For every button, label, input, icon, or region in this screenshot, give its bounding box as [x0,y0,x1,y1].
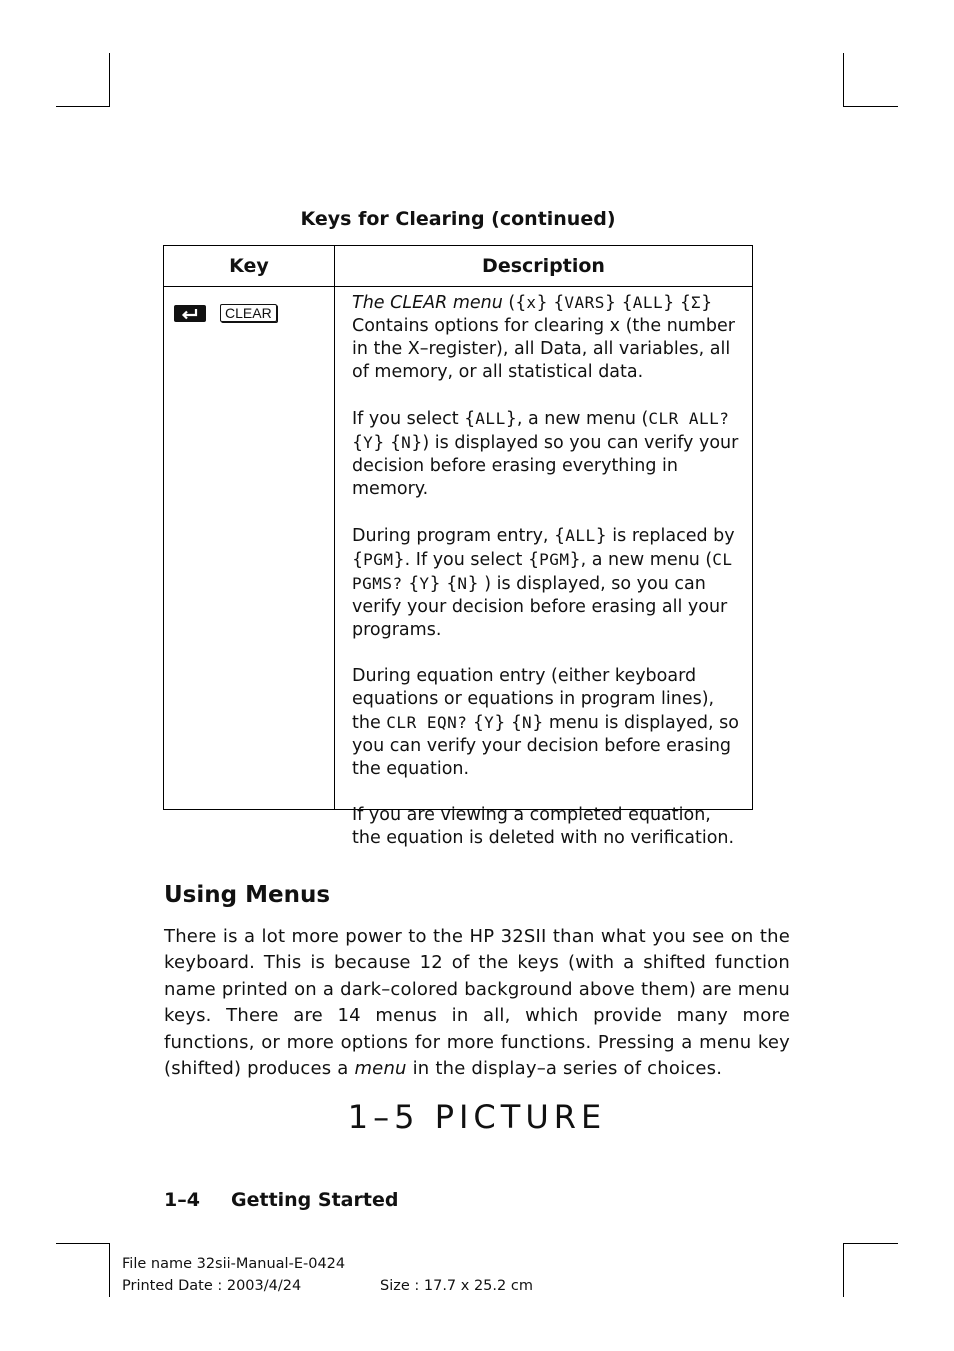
section-heading: Using Menus [164,882,331,908]
column-header-description: Description [482,255,605,277]
display-menu-text: Σ [690,293,702,312]
display-menu-text: CL PGMS? [352,550,733,593]
display-menu-text: N [401,433,412,452]
display-menu-text: N [457,574,468,593]
description-text: } ) is displayed, so you can verify your decision before erasing all your programs. [352,574,728,640]
key-sequence [174,304,277,322]
display-menu-text: Y [484,713,495,732]
crop-mark [843,53,844,107]
keys-table [163,245,753,848]
description-text: }, a new menu ( [505,409,649,429]
chapter-title: Getting Started [231,1189,399,1211]
emphasis-text: The CLEAR menu [352,293,503,313]
display-menu-text: CLR ALL? [648,409,730,428]
description-text: } { [429,574,458,594]
description-text: } { [373,433,402,453]
description-text: } { [536,293,565,313]
description-text: } is replaced by { [352,526,735,570]
display-menu-text: Y [363,433,374,452]
description-text: ({ [502,293,527,313]
description-text: } { [604,293,633,313]
column-divider [334,246,335,809]
description-text: } { [494,713,523,733]
display-menu-text: ALL [565,526,596,545]
description-paragraph [352,665,744,781]
display-menu-text: PGM [539,550,570,569]
description-text: } { [663,293,691,313]
page-footer [164,1189,398,1211]
description-text: If you are viewing a completed equation, the equation is deleted with no verification. [352,805,735,848]
display-menu-text: VARS [564,293,605,312]
clear-key: CLEAR [220,304,277,322]
crop-mark [56,106,110,107]
picture-placeholder-label: 1–5 PICTURE [347,1098,607,1136]
display-menu-text: N [522,713,533,732]
display-menu-text: CLR EQN? [386,713,468,732]
crop-mark [843,1243,898,1244]
file-name: File name 32sii-Manual-E-0424 [122,1256,346,1272]
display-menu-text: PGM [363,550,394,569]
body-text: in the display–a series of choices. [406,1058,723,1080]
description-paragraph [352,524,744,642]
crop-mark [109,53,110,107]
crop-mark [843,1243,844,1297]
key-description [352,291,744,850]
header-divider [164,286,752,287]
description-text: }. If you select { [393,550,540,570]
display-menu-text: ALL [475,409,506,428]
display-menu-text: Y [419,574,430,593]
description-paragraph [352,804,744,850]
crop-mark [109,1243,110,1297]
description-text: If you select { [352,409,476,429]
page-number: 1–4 [164,1189,200,1211]
page-size: Size : 17.7 x 25.2 cm [380,1278,533,1294]
body-emphasis: menu [354,1058,407,1080]
crop-mark [843,106,898,107]
description-paragraph [352,407,744,501]
table-title: Keys for Clearing (continued) [300,208,616,230]
printed-date: Printed Date : 2003/4/24 [122,1278,302,1294]
description-text: }) is displayed so you can verify your decision before erasing everything in memory. [352,433,739,499]
crop-mark [56,1243,110,1244]
description-text: } menu is displayed, so you can verify your decision before erasing the equation. [352,713,739,779]
description-text: { [352,433,364,453]
display-menu-text: ALL [632,293,664,312]
description-text: { [402,574,420,594]
description-text: During equation entry (either keyboard equations or equations in program lines), the [352,666,715,733]
body-paragraph [164,924,790,1082]
description-text: } Contains options for clearing x (the number in the X–register), all Data, all variables, all of memory, or all statistical data. [352,293,736,382]
left-shift-key-icon [174,305,206,322]
description-text: During program entry, { [352,526,566,546]
description-text: }, a new menu ( [569,550,713,570]
display-menu-text: x [526,293,537,312]
body-text: There is a lot more power to the HP 32SII than what you see on the keyboard. This is because 12 of the keys (with a shifted function name printed on a dark–colored background above them) are menu keys. There are 14 menus in all, which provide many more functions, or more options for more functions. Pressing a menu key (shifted) produces a [164,926,790,1080]
description-paragraph [352,291,744,384]
column-header-key: Key [229,255,269,277]
description-text: { [467,713,485,733]
